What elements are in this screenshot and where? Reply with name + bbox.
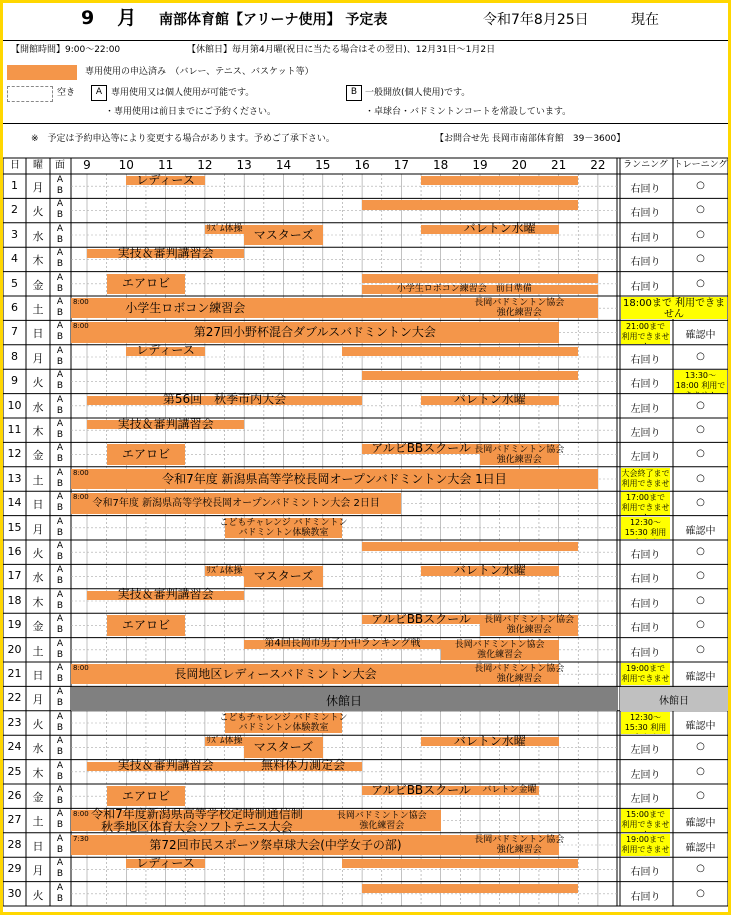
row-day: 26: [7, 789, 22, 802]
bar-label: 第56回 秋季市内大会: [162, 392, 287, 407]
training-status: ○: [696, 204, 705, 216]
header-hour-21: 21: [550, 158, 567, 172]
bar-label: エアロビ: [121, 447, 170, 462]
row-weekday: 日: [32, 498, 44, 512]
bar-start-time: 8:00: [73, 810, 89, 819]
row-side-b: B: [56, 405, 64, 416]
row-side-b: B: [56, 356, 64, 367]
header-training: トレーニング: [673, 160, 728, 170]
bar-start-time: 8:00: [73, 468, 89, 477]
row-side-b: B: [56, 747, 64, 758]
running-direction: 右回り: [630, 281, 661, 293]
row-day: 19: [7, 618, 22, 632]
running-direction: 右回り: [630, 184, 661, 195]
row-side-a: A: [56, 809, 64, 820]
bar-label: バレトン水曜: [453, 733, 526, 748]
bar-label: 実技＆審判講習会: [117, 758, 214, 773]
running-notice: 15:00まで 利用できませ: [621, 809, 670, 831]
row-weekday: 水: [32, 742, 44, 756]
bar-label: レディース: [136, 855, 195, 870]
row-day: 12: [7, 447, 22, 461]
bar-label: エアロビ: [121, 276, 170, 291]
running-direction: 右回り: [630, 647, 661, 659]
bar-label: 令和7年度 新潟県高等学校長岡オープンバドミントン大会 2日目: [92, 497, 380, 509]
training-status: ○: [696, 570, 705, 582]
schedule-bar: [362, 274, 598, 283]
header-hour-9: 9: [83, 158, 91, 172]
row-weekday: 土: [32, 815, 44, 829]
schedule-bar: [362, 542, 578, 551]
row-day: 15: [7, 520, 22, 534]
training-status: ○: [696, 180, 705, 191]
note-deadline: ・専用使用は前日までにご予約ください。: [105, 107, 277, 117]
training-status: ○: [696, 253, 705, 265]
row-day: 29: [7, 862, 22, 876]
row-day: 11: [7, 423, 22, 436]
training-status: ○: [696, 594, 705, 606]
row-side-a: A: [56, 785, 64, 795]
legend-box-b: B: [346, 85, 362, 101]
training-status: ○: [696, 790, 705, 801]
running-direction: 左回り: [630, 428, 661, 439]
bar-label: 第27回小野杯混合ダブルスバドミントン大会: [193, 325, 436, 340]
running-notice: 19:00まで 利用できませ: [621, 663, 670, 685]
row-side-a: A: [56, 272, 64, 283]
training-status: 確認中: [685, 330, 716, 342]
bar-label: 無料体力測定会: [261, 758, 346, 773]
row-side-b: B: [56, 869, 64, 880]
schedule-bar: [362, 200, 578, 209]
header-hour-13: 13: [236, 158, 252, 172]
row-side-a: A: [56, 882, 64, 893]
row-weekday: 日: [32, 327, 44, 341]
row-day: 3: [11, 227, 18, 241]
bar-label: レディース: [136, 172, 195, 187]
row-weekday: 日: [32, 669, 44, 682]
row-side-a: A: [56, 297, 64, 307]
header-hour-14: 14: [275, 158, 292, 172]
row-weekday: 日: [32, 839, 44, 853]
training-status: 確認中: [685, 842, 716, 854]
legend-b-text: 一般開放(個人使用)です。: [365, 88, 471, 98]
header-hour-10: 10: [118, 158, 134, 172]
header-weekday: 曜: [33, 160, 43, 171]
row-day: 18: [7, 593, 22, 607]
row-side-b: B: [56, 771, 64, 782]
training-status: ○: [696, 277, 705, 289]
row-day: 17: [7, 569, 22, 583]
running-direction: 右回り: [630, 379, 661, 391]
row-side-a: A: [56, 443, 64, 454]
running-direction: 右回り: [630, 867, 661, 879]
row-side-b: B: [56, 893, 64, 904]
bar-label: レディース: [136, 343, 195, 358]
running-direction: 右回り: [630, 598, 661, 610]
bar-start-time: 8:00: [73, 493, 89, 502]
row-side-b: B: [56, 844, 64, 855]
row-weekday: 月: [32, 351, 44, 365]
row-side-b: B: [56, 552, 64, 562]
training-status: ○: [696, 546, 705, 557]
bar-label: バドミントン体験教室: [238, 723, 329, 733]
row-day: 14: [7, 496, 22, 510]
page-title: 南部体育館【アリーナ使用】 予定表: [159, 12, 388, 28]
row-side-a: A: [56, 760, 64, 771]
bar-label: 強化練習会: [359, 820, 405, 831]
training-status: ○: [696, 619, 705, 631]
running-direction: 左回り: [630, 403, 661, 415]
bar-label: バレトン水曜: [453, 392, 526, 407]
bar-label: 秋季地区体育大会ソフトテニス大会: [101, 819, 293, 834]
training-status: ○: [696, 887, 705, 899]
row-side-a: A: [56, 321, 64, 332]
running-direction: 右回り: [630, 354, 661, 366]
training-status: 確認中: [685, 720, 716, 732]
running-notice: 18:00まで 利用できません: [623, 298, 725, 320]
row-weekday: 土: [32, 473, 44, 487]
bar-label: アルビBBスクール: [371, 611, 471, 626]
row-side-b: B: [56, 527, 64, 538]
row-day: 23: [7, 715, 22, 729]
row-side-a: A: [56, 492, 64, 503]
row-side-a: A: [56, 345, 64, 356]
bar-start-time: 7:30: [73, 834, 89, 843]
row-weekday: 木: [32, 595, 44, 609]
bar-label: エアロビ: [121, 788, 170, 803]
row-weekday: 火: [32, 888, 44, 902]
header-hour-17: 17: [393, 158, 410, 172]
training-status: 確認中: [685, 672, 716, 683]
row-side-a: A: [56, 467, 64, 478]
row-side-b: B: [56, 796, 64, 806]
legend-exclusive-text: 専用使用の申込済み （バレー、テニス、バスケット等）: [85, 67, 314, 77]
running-notice: 19:00まで 利用できませ: [621, 834, 670, 856]
training-status: ○: [696, 741, 705, 753]
bar-label: 実技＆審判講習会: [117, 587, 214, 602]
training-status: ○: [696, 424, 705, 435]
row-weekday: 木: [32, 425, 44, 438]
bar-label: 令和7年度新潟県高等学校定時制通信制: [91, 806, 303, 821]
row-side-a: A: [56, 175, 64, 185]
legend-box-a: A: [91, 85, 107, 101]
note-pingpong: ・卓球台・バドミントンコートを常設しています。: [365, 107, 572, 117]
row-day: 24: [7, 740, 22, 754]
header-day: 日: [10, 160, 20, 171]
row-day: 30: [7, 886, 22, 900]
running-direction: 右回り: [630, 623, 661, 635]
row-weekday: 火: [32, 376, 44, 390]
running-direction: 左回り: [630, 794, 661, 805]
running-notice: 21:00まで 利用できませ: [621, 321, 670, 343]
header-running: ランニング: [623, 160, 668, 170]
row-day: 7: [11, 325, 18, 339]
bar-label: 強化練習会: [506, 625, 552, 636]
legend-a-text: 専用使用又は個人使用が可能です。: [111, 88, 255, 98]
month-title: 9 月: [81, 7, 139, 29]
row-weekday: 月: [32, 522, 44, 536]
bar-label: アルビBBスクール: [371, 441, 471, 455]
row-day: 27: [7, 813, 22, 827]
row-side-a: A: [56, 833, 64, 844]
row-side-b: B: [56, 259, 64, 270]
bar-label: 実技＆審判講習会: [117, 416, 214, 431]
row-side-b: B: [56, 283, 64, 294]
running-direction: 右回り: [630, 550, 661, 561]
row-weekday: 火: [32, 547, 44, 560]
header-hour-12: 12: [197, 158, 213, 172]
bar-label: こどもチャレンジ バドミントン: [219, 713, 348, 723]
bar-label: 強化練習会: [496, 845, 542, 855]
training-status: ○: [696, 448, 705, 460]
row-side-a: A: [56, 199, 64, 210]
header-hour-15: 15: [315, 158, 331, 172]
issue-date: 令和7年8月25日: [483, 12, 589, 28]
schedule-bar: [441, 176, 559, 185]
bar-label: バレトン水曜: [453, 563, 526, 577]
bar-start-time: 8:00: [73, 322, 89, 331]
bar-label: マスターズ: [253, 739, 314, 754]
bar-label: 強化練習会: [496, 308, 542, 319]
running-notice: 12:30～15:30 利用: [621, 712, 670, 734]
row-side-b: B: [56, 186, 64, 196]
bar-label: マスターズ: [253, 227, 314, 242]
row-side-a: A: [56, 541, 64, 551]
header-side: 面: [55, 160, 65, 171]
row-side-b: B: [56, 454, 64, 465]
training-status: 確認中: [685, 818, 716, 830]
row-weekday: 金: [32, 449, 44, 463]
row-day: 22: [7, 691, 22, 705]
training-status: 確認中: [685, 525, 716, 537]
closed-right-label: 休館日: [659, 696, 689, 708]
contact-info: 【お問合せ先 長岡市南部体育館 39－3600】: [435, 134, 626, 144]
row-day: 16: [7, 545, 22, 558]
training-status: ○: [696, 350, 705, 362]
closed-label: 休館日: [325, 694, 362, 709]
bar-start-time: 8:00: [73, 664, 89, 672]
bar-label: 実技＆審判講習会: [117, 245, 214, 260]
running-direction: 右回り: [630, 891, 661, 903]
row-side-b: B: [56, 210, 64, 221]
row-side-a: A: [56, 736, 64, 747]
bar-label: エアロビ: [121, 617, 170, 632]
schedule-bar: [362, 371, 578, 380]
row-day: 4: [11, 252, 18, 266]
header-hour-16: 16: [354, 158, 370, 172]
opening-hours: 【開館時間】9:00～22:00: [11, 45, 121, 55]
bar-label: ﾘｽﾞﾑ体操: [206, 223, 243, 234]
schedule-bar: [342, 347, 578, 356]
bar-label: マスターズ: [253, 569, 314, 584]
row-side-a: A: [56, 614, 64, 625]
bar-start-time: 8:00: [73, 298, 89, 306]
bar-label: バレトン水曜: [463, 221, 536, 236]
row-side-a: A: [56, 711, 64, 722]
closed-days: 【休館日】毎月第4月曜(祝日に当たる場合はその翌日)、12月31日～1月2日: [187, 45, 496, 55]
bar-label: ﾘｽﾞﾑ体操: [206, 565, 243, 576]
schedule-bar: [362, 884, 578, 893]
bar-label: バドミントン体験教室: [238, 527, 329, 538]
row-day: 20: [7, 642, 22, 656]
row-day: 6: [11, 301, 18, 314]
row-side-b: B: [56, 722, 64, 733]
training-status: ○: [696, 399, 705, 411]
training-status: ○: [696, 497, 705, 509]
row-side-b: B: [56, 332, 64, 343]
training-status: ○: [696, 863, 705, 875]
running-direction: 左回り: [630, 452, 661, 464]
row-side-a: A: [56, 394, 64, 405]
running-notice: 大会終了まで 利用できませ: [621, 468, 670, 490]
bar-label: アルビBBスクール: [371, 782, 471, 797]
row-side-b: B: [56, 576, 64, 587]
row-weekday: 月: [32, 181, 44, 194]
schedule-bar: [342, 859, 578, 868]
running-direction: 右回り: [630, 574, 661, 586]
row-weekday: 金: [32, 278, 44, 292]
running-direction: 左回り: [630, 745, 661, 757]
bar-label: 強化練習会: [496, 674, 542, 685]
as-of-label: 現在: [631, 12, 659, 28]
row-weekday: 火: [32, 717, 44, 731]
bar-label: 令和7年度 新潟県高等学校長岡オープンバドミントン大会 1日目: [162, 471, 507, 486]
row-side-a: A: [56, 223, 64, 234]
row-day: 9: [11, 374, 18, 388]
note-change: ※ 予定は予約申込等により変更する場合があります。予めご了承下さい。: [31, 134, 335, 144]
row-side-b: B: [56, 649, 64, 660]
running-notice: 17:00まで 利用できませ: [621, 492, 670, 514]
row-weekday: 月: [32, 693, 44, 707]
row-weekday: 土: [32, 644, 44, 658]
running-direction: 右回り: [630, 208, 661, 220]
bar-label: こどもチャレンジ バドミントン: [219, 517, 348, 528]
training-status: ○: [696, 228, 705, 240]
row-side-b: B: [56, 478, 64, 489]
row-side-a: A: [56, 419, 64, 429]
row-side-b: B: [56, 698, 64, 709]
bar-label: 小学生ロボコン練習会 前日準備: [396, 283, 532, 294]
bar-label: 長岡バドミントン協会: [474, 444, 565, 455]
running-direction: 右回り: [630, 257, 661, 269]
row-side-b: B: [56, 430, 64, 440]
row-weekday: 水: [32, 229, 44, 243]
row-day: 28: [7, 837, 22, 851]
header-hour-11: 11: [157, 158, 174, 172]
training-notice: 13:30～18:00 利用で: [674, 370, 727, 392]
header-hour-20: 20: [511, 158, 527, 172]
row-weekday: 木: [32, 254, 44, 268]
row-side-b: B: [56, 625, 64, 636]
running-direction: 左回り: [630, 769, 661, 781]
row-side-b: B: [56, 503, 64, 514]
row-weekday: 金: [32, 791, 44, 804]
row-side-b: B: [56, 674, 64, 684]
legend-vacant-text: 空き: [57, 88, 76, 98]
row-day: 13: [7, 471, 22, 485]
row-day: 1: [11, 179, 18, 192]
bar-label: 長岡地区レディースバドミントン大会: [174, 666, 377, 681]
bar-label: 第72回市民スポーツ祭卓球大会(中学女子の部): [149, 837, 402, 852]
bar-label: 長岡バドミントン協会: [336, 810, 427, 821]
row-weekday: 土: [32, 303, 44, 316]
row-day: 2: [11, 203, 18, 217]
row-day: 8: [11, 349, 18, 363]
row-day: 5: [11, 276, 18, 290]
row-weekday: 火: [32, 205, 44, 219]
running-direction: 右回り: [630, 232, 661, 244]
row-weekday: 木: [32, 766, 44, 780]
bar-label: 長岡バドミントン協会: [474, 835, 565, 845]
row-weekday: 月: [32, 864, 44, 878]
row-side-a: A: [56, 516, 64, 527]
row-side-b: B: [56, 308, 64, 318]
row-weekday: 水: [32, 400, 44, 414]
bar-label: 長岡バドミントン協会: [484, 615, 575, 626]
row-weekday: 金: [32, 620, 44, 634]
bar-label: 長岡バドミントン協会: [454, 639, 545, 650]
bar-label: 長岡バドミントン協会: [474, 298, 565, 309]
row-day: 25: [7, 764, 22, 778]
row-side-a: A: [56, 858, 64, 869]
row-side-b: B: [56, 381, 64, 392]
row-side-a: A: [56, 638, 64, 649]
row-side-a: A: [56, 248, 64, 259]
training-status: ○: [696, 643, 705, 655]
row-side-b: B: [56, 234, 64, 245]
bar-label: 強化練習会: [477, 649, 523, 660]
row-side-b: B: [56, 820, 64, 831]
row-side-a: A: [56, 589, 64, 600]
running-notice: 12:30～15:30 利用: [621, 517, 670, 539]
bar-label: バレトン金曜: [482, 785, 537, 796]
bar-label: 長岡バドミントン協会: [474, 664, 565, 675]
row-day: 21: [7, 667, 22, 680]
row-side-a: A: [56, 565, 64, 576]
bar-label: 小学生ロボコン練習会: [125, 300, 246, 315]
row-side-a: A: [56, 370, 64, 381]
training-status: ○: [696, 472, 705, 484]
bar-label: 強化練習会: [496, 454, 542, 465]
row-day: 10: [7, 398, 22, 412]
bar-label: 第4回長岡市男子小中ランキング戦: [264, 638, 421, 650]
row-weekday: 水: [32, 571, 44, 585]
training-status: ○: [696, 765, 705, 777]
row-side-a: A: [56, 663, 64, 673]
header-hour-18: 18: [433, 158, 449, 172]
bar-label: ﾘｽﾞﾑ体操: [206, 736, 243, 747]
header-hour-19: 19: [472, 158, 488, 172]
header-hour-22: 22: [590, 158, 606, 172]
row-side-b: B: [56, 600, 64, 611]
row-side-a: A: [56, 687, 64, 698]
